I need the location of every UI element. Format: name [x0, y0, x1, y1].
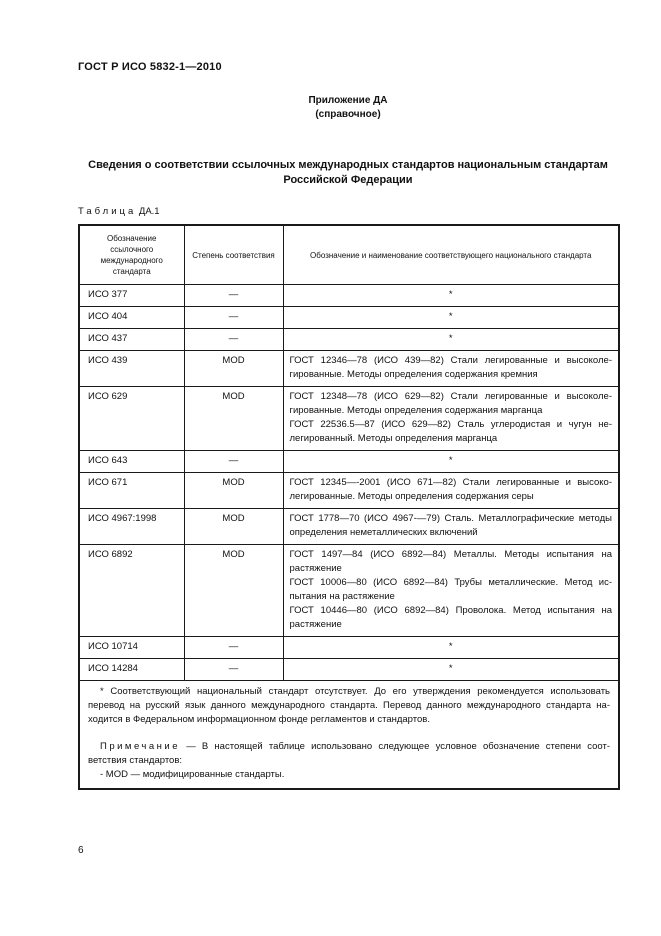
table-footnote-row: [79, 681, 619, 790]
degree-cell: MOD: [184, 473, 283, 509]
table-label-number: ДА.1: [138, 206, 160, 217]
annex-title: Приложение ДА: [308, 95, 388, 106]
national-standard-cell: [283, 451, 619, 473]
national-standard-cell: [283, 351, 619, 387]
table-header-row: [79, 225, 619, 285]
iso-standard-cell: ИСО 437: [79, 329, 184, 351]
national-standard-entry: *: [448, 641, 453, 652]
table-label: [78, 206, 618, 217]
iso-standard-cell: ИСО 629: [79, 387, 184, 451]
national-standard-entry: ГОСТ 22536.5—87 (ИСО 629—82) Сталь углеродистая и чугун нелегированный. Методы определения марганца: [289, 419, 612, 444]
iso-standard-cell: ИСО 6892: [79, 545, 184, 637]
degree-cell: —: [184, 637, 283, 659]
iso-standard-cell: ИСО 671: [79, 473, 184, 509]
annex-heading: [78, 94, 618, 122]
degree-cell: —: [184, 659, 283, 681]
table-row: [79, 451, 619, 473]
table-label-word: Таблица: [78, 206, 137, 217]
degree-cell: —: [184, 329, 283, 351]
national-standard-entry: ГОСТ 12348—78 (ИСО 629—82) Стали легированные и высоколегированные. Методы определения содержания марганца: [289, 391, 612, 416]
column-header: Обозначение ссылочного международного стандарта: [79, 225, 184, 285]
degree-cell: —: [184, 285, 283, 307]
national-standard-entry: *: [448, 333, 453, 344]
national-standard-entry: *: [448, 455, 453, 466]
table-body: [79, 285, 619, 681]
degree-cell: MOD: [184, 509, 283, 545]
column-header: Обозначение и наименование соответствующего национального стандарта: [283, 225, 619, 285]
table-row: [79, 285, 619, 307]
national-standard-cell: [283, 659, 619, 681]
note-item-mod: - MOD — модифицированные стандарты.: [100, 769, 285, 780]
national-standard-cell: [283, 473, 619, 509]
national-standard-cell: [283, 545, 619, 637]
footnote-text: * Соответствующий национальный стандарт отсутствует. До его утверждения рекомендуется использовать перевод на русский язык данного международного стандарта. Перевод данного международного стандарта находится в Федеральном информационном фонде регламентов и стандартов.: [88, 686, 610, 725]
degree-cell: —: [184, 307, 283, 329]
iso-standard-cell: ИСО 439: [79, 351, 184, 387]
iso-standard-cell: ИСО 643: [79, 451, 184, 473]
table-row: [79, 473, 619, 509]
table-row: [79, 509, 619, 545]
iso-standard-cell: ИСО 404: [79, 307, 184, 329]
table-row: [79, 659, 619, 681]
document-code: ГОСТ Р ИСО 5832-1—2010: [78, 61, 222, 73]
note-paragraph: [88, 740, 610, 768]
national-standard-entry: ГОСТ 12346—78 (ИСО 439—82) Стали легированные и высоколегированные. Методы определения содержания кремния: [289, 355, 612, 380]
column-header: Степень соответствия: [184, 225, 283, 285]
national-standard-entry: ГОСТ 1778—70 (ИСО 4967-—79) Сталь. Металлографические методы определения неметаллических включений: [289, 513, 612, 538]
table-row: [79, 351, 619, 387]
note-text: — В настоящей таблице использовано следующее условное обозначение степени соответствия стандартов:: [88, 741, 610, 766]
national-standard-entry: *: [448, 663, 453, 674]
annex-subtitle: (справочное): [315, 109, 381, 120]
national-standard-cell: [283, 285, 619, 307]
iso-standard-cell: ИСО 14284: [79, 659, 184, 681]
national-standard-entry: ГОСТ 10446—80 (ИСО 6892—84) Проволока. Метод испытания на растяжение: [289, 605, 612, 630]
table-row: [79, 307, 619, 329]
national-standard-entry: ГОСТ 10006—80 (ИСО 6892—84) Трубы металлические. Метод испытания на растяжение: [289, 577, 612, 602]
page-title: Сведения о соответствии ссылочных международных стандартов национальным стандартам Российской Федерации: [88, 159, 608, 186]
note-label: Примечание: [100, 741, 180, 752]
table-row: [79, 637, 619, 659]
national-standard-entry: ГОСТ 12345—-2001 (ИСО 671—82) Стали легированные и высоколегированные. Методы определения содержания серы: [289, 477, 612, 502]
table-footer: [79, 681, 619, 790]
iso-standard-cell: ИСО 10714: [79, 637, 184, 659]
correspondence-table: [78, 224, 620, 790]
table-row: [79, 387, 619, 451]
degree-cell: —: [184, 451, 283, 473]
iso-standard-cell: ИСО 377: [79, 285, 184, 307]
national-standard-cell: [283, 387, 619, 451]
degree-cell: MOD: [184, 351, 283, 387]
page-number: 6: [78, 845, 84, 856]
national-standard-cell: [283, 307, 619, 329]
table-row: [79, 545, 619, 637]
degree-cell: MOD: [184, 387, 283, 451]
table-row: [79, 329, 619, 351]
national-standard-entry: *: [448, 289, 453, 300]
national-standard-entry: ГОСТ 1497—84 (ИСО 6892—84) Металлы. Методы испытания на растяжение: [289, 549, 612, 574]
national-standard-cell: [283, 329, 619, 351]
table-header: [79, 225, 619, 285]
page-content: [78, 0, 618, 790]
degree-cell: MOD: [184, 545, 283, 637]
national-standard-cell: [283, 509, 619, 545]
iso-standard-cell: ИСО 4967:1998: [79, 509, 184, 545]
national-standard-entry: *: [448, 311, 453, 322]
table-footnote-cell: [79, 681, 619, 790]
national-standard-cell: [283, 637, 619, 659]
